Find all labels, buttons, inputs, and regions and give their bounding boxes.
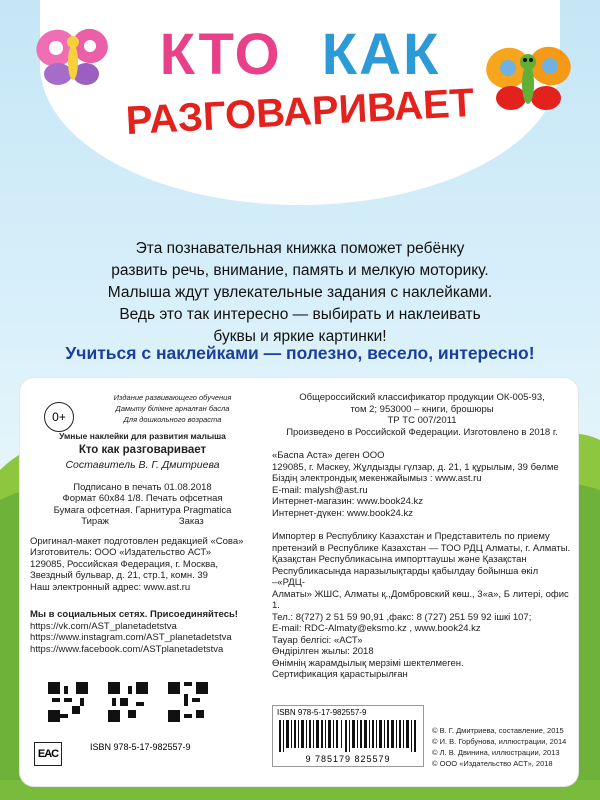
copyright-line: © ООО «Издательство АСТ», 2018 [432,759,553,768]
print-info: Формат 60x84 1/8. Печать офсетная [62,493,223,504]
age-rating-badge: 0+ [44,402,74,432]
importer-line: Сертификация қарастырылған [272,669,408,680]
description [20,238,580,348]
importer-line: Алматы» ЖШС, Алматы қ.,Домбровский көш., 3«а», Б литері, офис 1. [272,588,569,611]
edition-type: Дамыту білімне арналған басла [115,404,230,413]
importer-line: Қазақстан Республикасына импорттаушы және Қазақстан [272,554,527,565]
kz-publisher-line: Интернет-дүкен: www.book24.kz [272,507,413,519]
publisher-line: 129085, Российская Федерация, г. Москва, [30,558,218,570]
importer-line: Өнімнің жарамдылық мерзімі шектелмеген. [272,657,464,669]
imprint-right-column [272,392,572,681]
classifier-line: ТР ТС 007/2011 [387,415,457,426]
print-run-label: Тираж [81,516,109,527]
importer-line: Тауар белгісі: «АСТ» [272,634,363,646]
title-line2: РАЗГОВАРИВАЕТ [124,80,476,144]
copyright-line: © И. В. Горбунова, иллюстрации, 2014 [432,737,567,746]
edition-type: Для дошкольного возраста [123,415,222,424]
title-word-kak: КАК [321,22,441,87]
barcode-isbn: ISBN 978-5-17-982557-9 [277,708,367,717]
publisher-line: Наш электронный адрес: www.ast.ru [30,581,191,593]
importer-line: Республикасында наразылықтарды қабылдау бойынша өкіл –«РДЦ- [272,565,539,588]
kz-publisher-line: E-mail: malysh@ast.ru [272,484,368,496]
title-line1 [0,22,600,87]
importer-line: Өндірілген жылы: 2018 [272,646,374,657]
importer-line: E-mail: RDC-Almaty@eksmo.kz , www.book24.kz [272,623,481,634]
series-name: Умные наклейки для развития малыша [59,431,226,441]
classifier-line: Общероссийский классификатор продукции ОК-005-93, [299,392,545,403]
copyright-block [432,725,582,769]
importer-line: претензий в Республике Казахстан — ТОО РДЦ Алматы, г. Алматы. [272,542,571,554]
slogan: Учиться с наклейками — полезно, весело, интересно! [65,343,535,363]
copyright-line: © В. Г. Дмитриева, составление, 2015 [432,726,564,735]
isbn-left: ISBN 978-5-17-982557-9 [90,742,191,752]
publisher-line: Изготовитель: ООО «Издательство АСТ» [30,547,212,558]
qr-code-icon[interactable] [108,682,148,722]
publisher-line: Оригинал-макет подготовлен редакцией «Сова» [30,535,244,547]
publisher-line: Звездный бульвар, д. 21, стр.1, комн. 39 [30,570,208,581]
edition-type: Издание развивающего обучения [113,393,232,402]
imprint-left-column [30,392,255,655]
classifier-line: Произведено в Российской Федерации. Изготовлено в 2018 г. [286,426,558,438]
social-link-vk[interactable]: https://vk.com/AST_planetadetstva [30,620,177,632]
qr-code-icon[interactable] [168,682,208,722]
classifier-line: том 2; 953000 – книги, брошюры [350,403,494,415]
barcode-number: 9 785179 825579 [305,754,391,764]
social-link-facebook[interactable]: https://www.facebook.com/ASTplanetadetstva [30,643,224,655]
compiler: Составитель В. Г. Дмитриева [65,458,220,471]
description-line: развить речь, внимание, память и мелкую моторику. [111,262,489,279]
kz-publisher-line: «Баспа Аста» деген ООО [272,450,385,461]
print-info: Подписано в печать 01.08.2018 [73,481,212,493]
kz-publisher-line: Біздің электрондық мекенжайымыз : www.ast.ru [272,473,482,484]
social-link-instagram[interactable]: https://www.instagram.com/AST_planetadetstva [30,632,232,643]
importer-line: Тел.: 8(727) 2 51 59 90,91 ,факс: 8 (727) 251 59 92 ішкі 107; [272,611,532,623]
print-info: Бумага офсетная. Гарнитура Pragmatica [53,504,232,516]
social-heading: Мы в социальных сетях. Присоединяйтесь! [30,609,238,620]
qr-code-icon[interactable] [48,682,88,722]
description-line: буквы и яркие картинки! [213,328,387,345]
title-word-kto: КТО [159,22,282,87]
barcode [272,705,424,767]
kz-publisher-line: Интернет-магазин: www.book24.kz [272,496,424,507]
order-label: Заказ [178,516,204,527]
importer-line: Импортер в Республику Казахстан и Представитель по приему [272,531,550,542]
kz-publisher-line: 129085, г. Мәскеу, Жұлдызды гүлзар, д. 21, 1 құрылым, 39 бөлме [272,461,559,473]
eac-mark: EAC [34,742,62,766]
description-line: Эта познавательная книжка поможет ребёнку [135,240,465,257]
copyright-line: © Л. В. Двинина, иллюстрации, 2013 [432,748,560,757]
description-line: Ведь это так интересно — выбирать и наклеивать [119,306,481,323]
barcode-bars-icon [279,720,417,752]
book-title: Кто как разговаривает [78,443,207,456]
description-line: Малыша ждут увлекательные задания с наклейками. [107,284,493,301]
